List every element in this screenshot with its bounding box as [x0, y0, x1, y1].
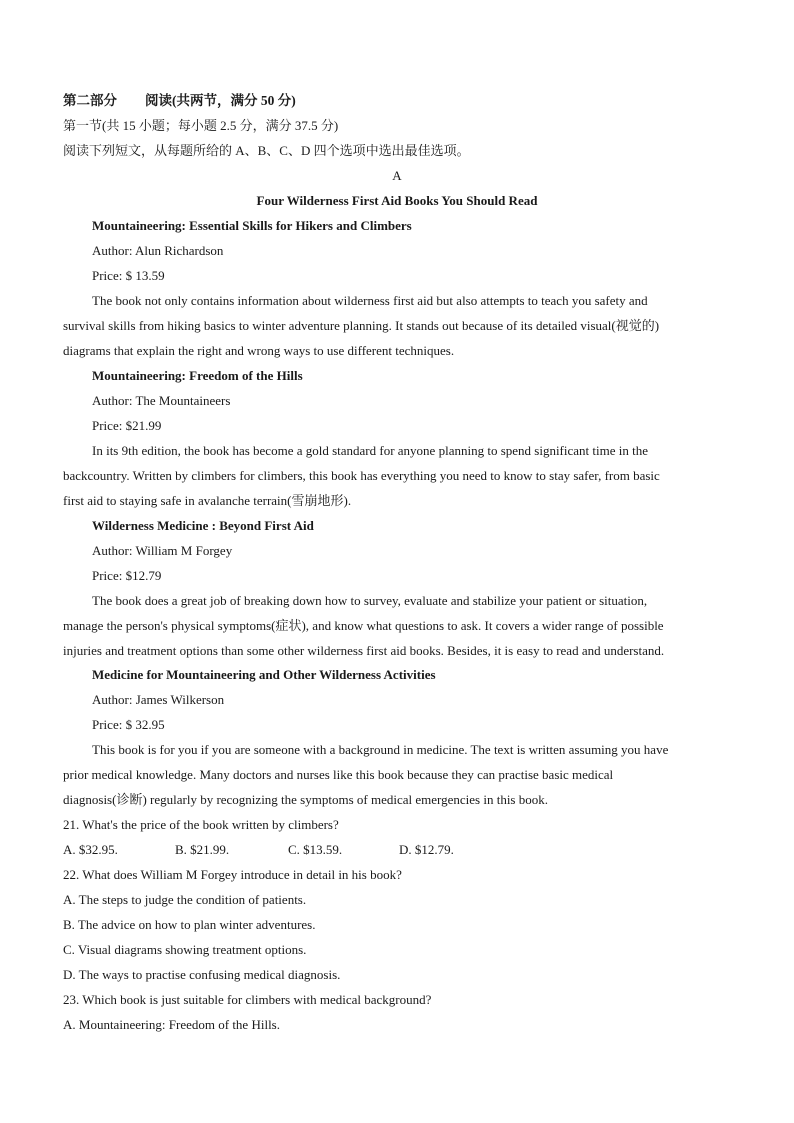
option-d: D. $12.79.: [399, 842, 454, 857]
question-options-row: [63, 837, 723, 862]
book-description-line: The book does a great job of breaking down how to survey, evaluate and stabilize your patient or situation,: [92, 593, 648, 608]
book-price: Price: $ 13.59: [92, 268, 165, 283]
option-d: D. The ways to practise confusing medical diagnosis.: [63, 967, 341, 982]
book-title: Wilderness Medicine : Beyond First Aid: [92, 518, 314, 533]
book-price: Price: $ 32.95: [92, 717, 165, 732]
option-c: C. Visual diagrams showing treatment options.: [63, 942, 307, 957]
book-author: Author: William M Forgey: [92, 543, 233, 558]
book-author: Author: The Mountaineers: [92, 393, 231, 408]
book-description-line: manage the person's physical symptoms(症状), and know what questions to ask. It covers a wider range of possible: [63, 618, 664, 633]
book-description-line: backcountry. Written by climbers for climbers, this book has everything you need to know to stay safer, from basic: [63, 468, 660, 483]
book-description-line: first aid to staying safe in avalanche terrain(雪崩地形).: [63, 493, 352, 508]
section-header: [63, 88, 723, 113]
passage-title: Four Wilderness First Aid Books You Should Read: [256, 193, 538, 208]
option-b: B. The advice on how to plan winter adventures.: [63, 917, 316, 932]
option-a: A. Mountaineering: Freedom of the Hills.: [63, 1017, 280, 1032]
book-price: Price: $12.79: [92, 568, 162, 583]
book-author: Author: Alun Richardson: [92, 243, 224, 258]
section-title: 阅读(共两节，满分 50 分): [145, 93, 296, 108]
option-c: C. $13.59.: [288, 842, 343, 857]
question-stem: 22. What does William M Forgey introduce in detail in his book?: [63, 867, 402, 882]
book-title: Mountaineering: Freedom of the Hills: [92, 368, 303, 383]
book-title: Mountaineering: Essential Skills for Hikers and Climbers: [92, 218, 412, 233]
option-b: B. $21.99.: [175, 842, 230, 857]
book-description-line: survival skills from hiking basics to winter adventure planning. It stands out because of its detailed visual(视觉的): [63, 318, 660, 333]
book-title: Medicine for Mountaineering and Other Wilderness Activities: [92, 667, 436, 682]
book-description-line: diagrams that explain the right and wrong ways to use different techniques.: [63, 343, 455, 358]
passage-label: A: [392, 168, 402, 183]
part-label: 第二部分: [63, 93, 117, 108]
book-description-line: diagnosis(诊断) regularly by recognizing the symptoms of medical emergencies in this book.: [63, 792, 548, 807]
book-description-line: injuries and treatment options than some other wilderness first aid books. Besides, it is easy to read and understand.: [63, 643, 665, 658]
book-price: Price: $21.99: [92, 418, 162, 433]
option-a: A. $32.95.: [63, 842, 118, 857]
subsection-line: 第一节(共 15 小题；每小题 2.5 分，满分 37.5 分): [63, 118, 339, 133]
book-description-line: The book not only contains information about wilderness first aid but also attempts to teach you safety and: [92, 293, 648, 308]
question-stem: 21. What's the price of the book written by climbers?: [63, 817, 339, 832]
instruction-line: 阅读下列短文，从每题所给的 A、B、C、D 四个选项中选出最佳选项。: [63, 143, 470, 158]
book-author: Author: James Wilkerson: [92, 692, 225, 707]
book-description-line: This book is for you if you are someone with a background in medicine. The text is written assuming you have: [92, 742, 669, 757]
question-stem: 23. Which book is just suitable for climbers with medical background?: [63, 992, 432, 1007]
book-description-line: In its 9th edition, the book has become a gold standard for anyone planning to spend significant time in the: [92, 443, 648, 458]
book-description-line: prior medical knowledge. Many doctors and nurses like this book because they can practise basic medical: [63, 767, 614, 782]
option-a: A. The steps to judge the condition of patients.: [63, 892, 307, 907]
